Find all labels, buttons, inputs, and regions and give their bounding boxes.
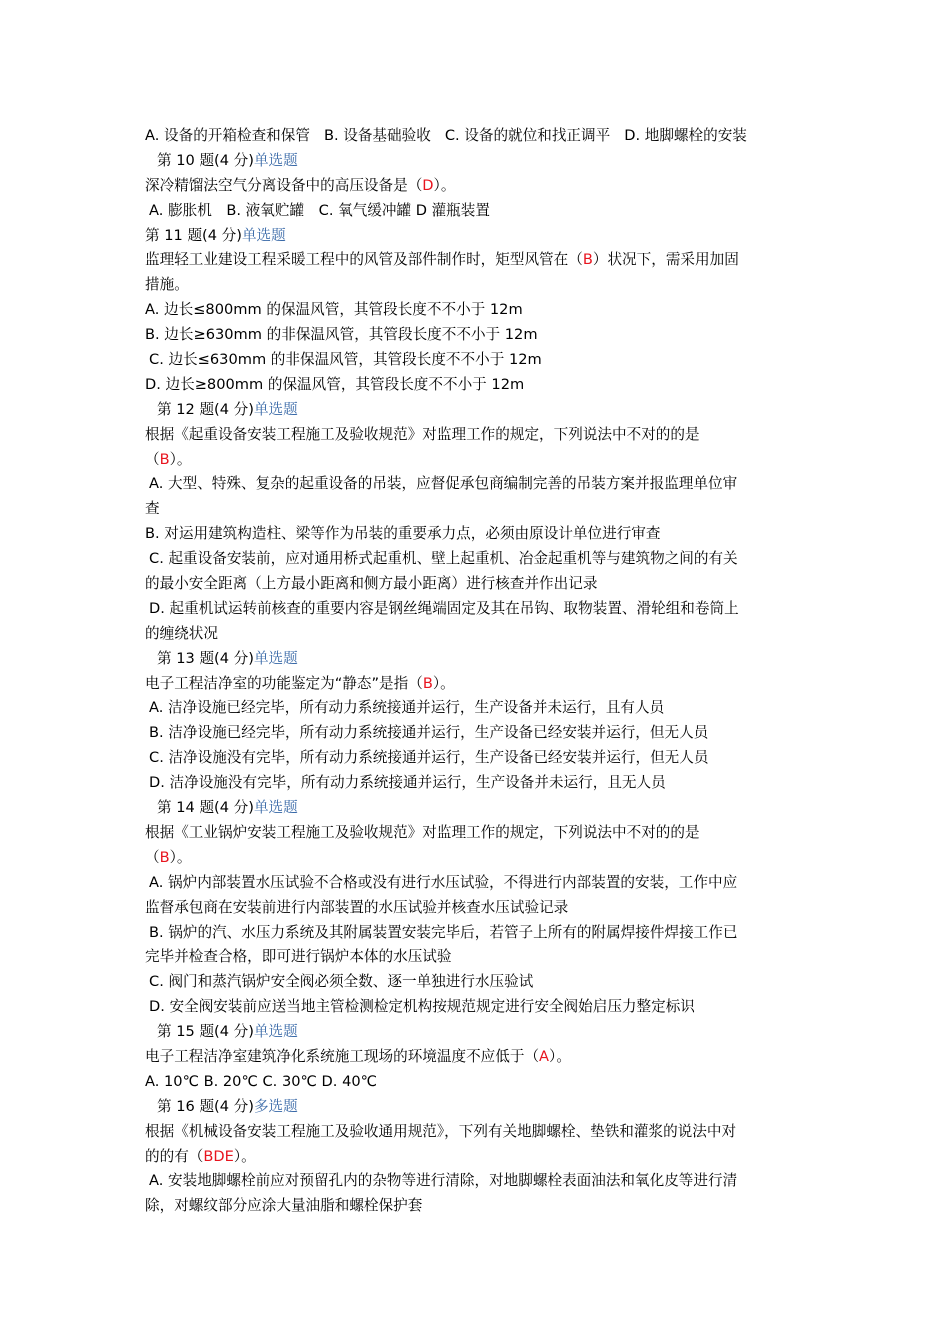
option-d: D. 洁净设施没有完毕，所有动力系统接通并运行，生产设备并未运行，且无人员 (149, 774, 666, 792)
question-stem: 根据《机械设备安装工程施工及验收通用规范》，下列有关地脚螺栓、垫铁和灌浆的说法中对 (145, 1122, 737, 1140)
question-stem-continued: 的的有（BDE）。 (145, 1147, 256, 1165)
question-type: 单选题 (253, 649, 298, 667)
question-type: 单选题 (253, 799, 298, 817)
option-b-continued: 完毕并检查合格，即可进行锅炉本体的水压试验 (145, 948, 452, 966)
option-b: B. 锅炉的汽、水压力系统及其附属装置安装完毕后，若管子上所有的附属焊接件焊接工作已 (149, 923, 738, 941)
option-a: A. 大型、特殊、复杂的起重设备的吊装，应督促承包商编制完善的吊装方案并报监理单位审 (149, 475, 738, 493)
option-c: C. 洁净设施没有完毕，所有动力系统接通并运行，生产设备已经安装并运行，但无人员 (149, 749, 709, 767)
option-a-continued: 监督承包商在安装前进行内部装置的水压试验并核查水压试验记录 (145, 898, 569, 916)
option-a: A. 锅炉内部装置水压试验不合格或没有进行水压试验，不得进行内部装置的安装，工作中应 (149, 873, 738, 891)
question-stem-continued: （B）。 (145, 848, 192, 866)
question-title: 第 14 题(4 分) (157, 799, 254, 817)
options-line (145, 124, 810, 149)
question-header (145, 647, 810, 672)
option-b: B. 边长≥630mm 的非保温风管，其管段长度不不小于 12m (145, 326, 538, 344)
question-type: 单选题 (253, 151, 298, 169)
question-stem: 电子工程洁净室的功能鉴定为“静态”是指（B）。 (145, 674, 455, 692)
question-stem: 监理轻工业建设工程采暖工程中的风管及部件制作时，矩型风管在（B）状况下，需采用加固 (145, 251, 739, 269)
option-a: A. 安装地脚螺栓前应对预留孔内的杂物等进行清除，对地脚螺栓表面油法和氧化皮等进行清 (149, 1172, 738, 1190)
question-stem: 深冷精馏法空气分离设备中的高压设备是（D）。 (145, 176, 456, 194)
answer: B (582, 251, 593, 269)
answer: A (539, 1047, 550, 1065)
option-c: C. 设备的就位和找正调平 (444, 127, 611, 144)
question-type: 多选题 (253, 1097, 298, 1115)
question-header (145, 398, 810, 423)
option-c: C. 起重设备安装前，应对通用桥式起重机、壁上起重机、冶金起重机等与建筑物之间的有关 (149, 550, 738, 568)
options-line: A. 10℃ B. 20℃ C. 30℃ D. 40℃ (145, 1072, 378, 1090)
option-d: D. 边长≥800mm 的保温风管，其管段长度不不小于 12m (145, 375, 525, 393)
option-c: C. 边长≤630mm 的非保温风管，其管段长度不不小于 12m (149, 351, 542, 369)
answer: B (159, 848, 170, 866)
question-stem: 根据《起重设备安装工程施工及验收规范》对监理工作的规定，下列说法中不对的的是 (145, 425, 700, 443)
question-type: 单选题 (253, 400, 298, 418)
question-stem-continued: 措施。 (145, 276, 189, 294)
question-header (145, 1020, 810, 1045)
answer: BDE (203, 1147, 234, 1165)
question-title: 第 16 题(4 分) (157, 1097, 254, 1115)
option-b: B. 对运用建筑构造柱、梁等作为吊装的重要承力点，必须由原设计单位进行审查 (145, 525, 661, 543)
option-a: A. 边长≤800mm 的保温风管，其管段长度不不小于 12m (145, 301, 523, 319)
answer: D (422, 176, 434, 194)
question-header (145, 149, 810, 174)
question-type: 单选题 (241, 226, 286, 244)
option-b: B. 设备基础验收 (323, 127, 431, 144)
document-body (145, 124, 810, 1219)
option-d: D. 安全阀安装前应送当地主管检测检定机构按规范规定进行安全阀始启压力整定标识 (149, 998, 695, 1016)
question-stem-continued: （B）。 (145, 450, 192, 468)
question-title: 第 10 题(4 分) (157, 151, 254, 169)
question-title: 第 11 题(4 分) (145, 226, 242, 244)
question-stem: 电子工程洁净室建筑净化系统施工现场的环境温度不应低于（A）。 (145, 1047, 571, 1065)
question-title: 第 13 题(4 分) (157, 649, 254, 667)
answer: B (422, 674, 433, 692)
option-a: A. 设备的开箱检查和保管 (145, 127, 310, 144)
question-type: 单选题 (253, 1023, 298, 1041)
question-title: 第 15 题(4 分) (157, 1023, 254, 1041)
question-title: 第 12 题(4 分) (157, 400, 254, 418)
option-d: D. 起重机试运转前核查的重要内容是钢丝绳端固定及其在吊钩、取物装置、滑轮组和卷筒上 (149, 599, 739, 617)
option-a-continued: 除，对螺纹部分应涂大量油脂和螺栓保护套 (145, 1197, 423, 1215)
option-c: C. 阀门和蒸汽锅炉安全阀必须全数、逐一单独进行水压验试 (149, 973, 534, 991)
question-header (145, 796, 810, 821)
question-header (145, 1095, 810, 1120)
option-d-continued: 的缠绕状况 (145, 624, 218, 642)
options-line: A. 膨胀机 B. 液氧贮罐 C. 氧气缓冲罐 D 灌瓶装置 (149, 201, 490, 219)
option-d: D. 地脚螺栓的安装 (624, 127, 747, 144)
option-b: B. 洁净设施已经完毕，所有动力系统接通并运行，生产设备已经安装并运行，但无人员 (149, 724, 709, 742)
question-stem: 根据《工业锅炉安装工程施工及验收规范》对监理工作的规定，下列说法中不对的的是 (145, 823, 700, 841)
answer: B (159, 450, 170, 468)
question-header (145, 224, 810, 249)
option-a-continued: 查 (145, 500, 160, 518)
option-c-continued: 的最小安全距离（上方最小距离和侧方最小距离）进行核查并作出记录 (145, 575, 598, 593)
option-a: A. 洁净设施已经完毕，所有动力系统接通并运行，生产设备并未运行，且有人员 (149, 699, 665, 717)
